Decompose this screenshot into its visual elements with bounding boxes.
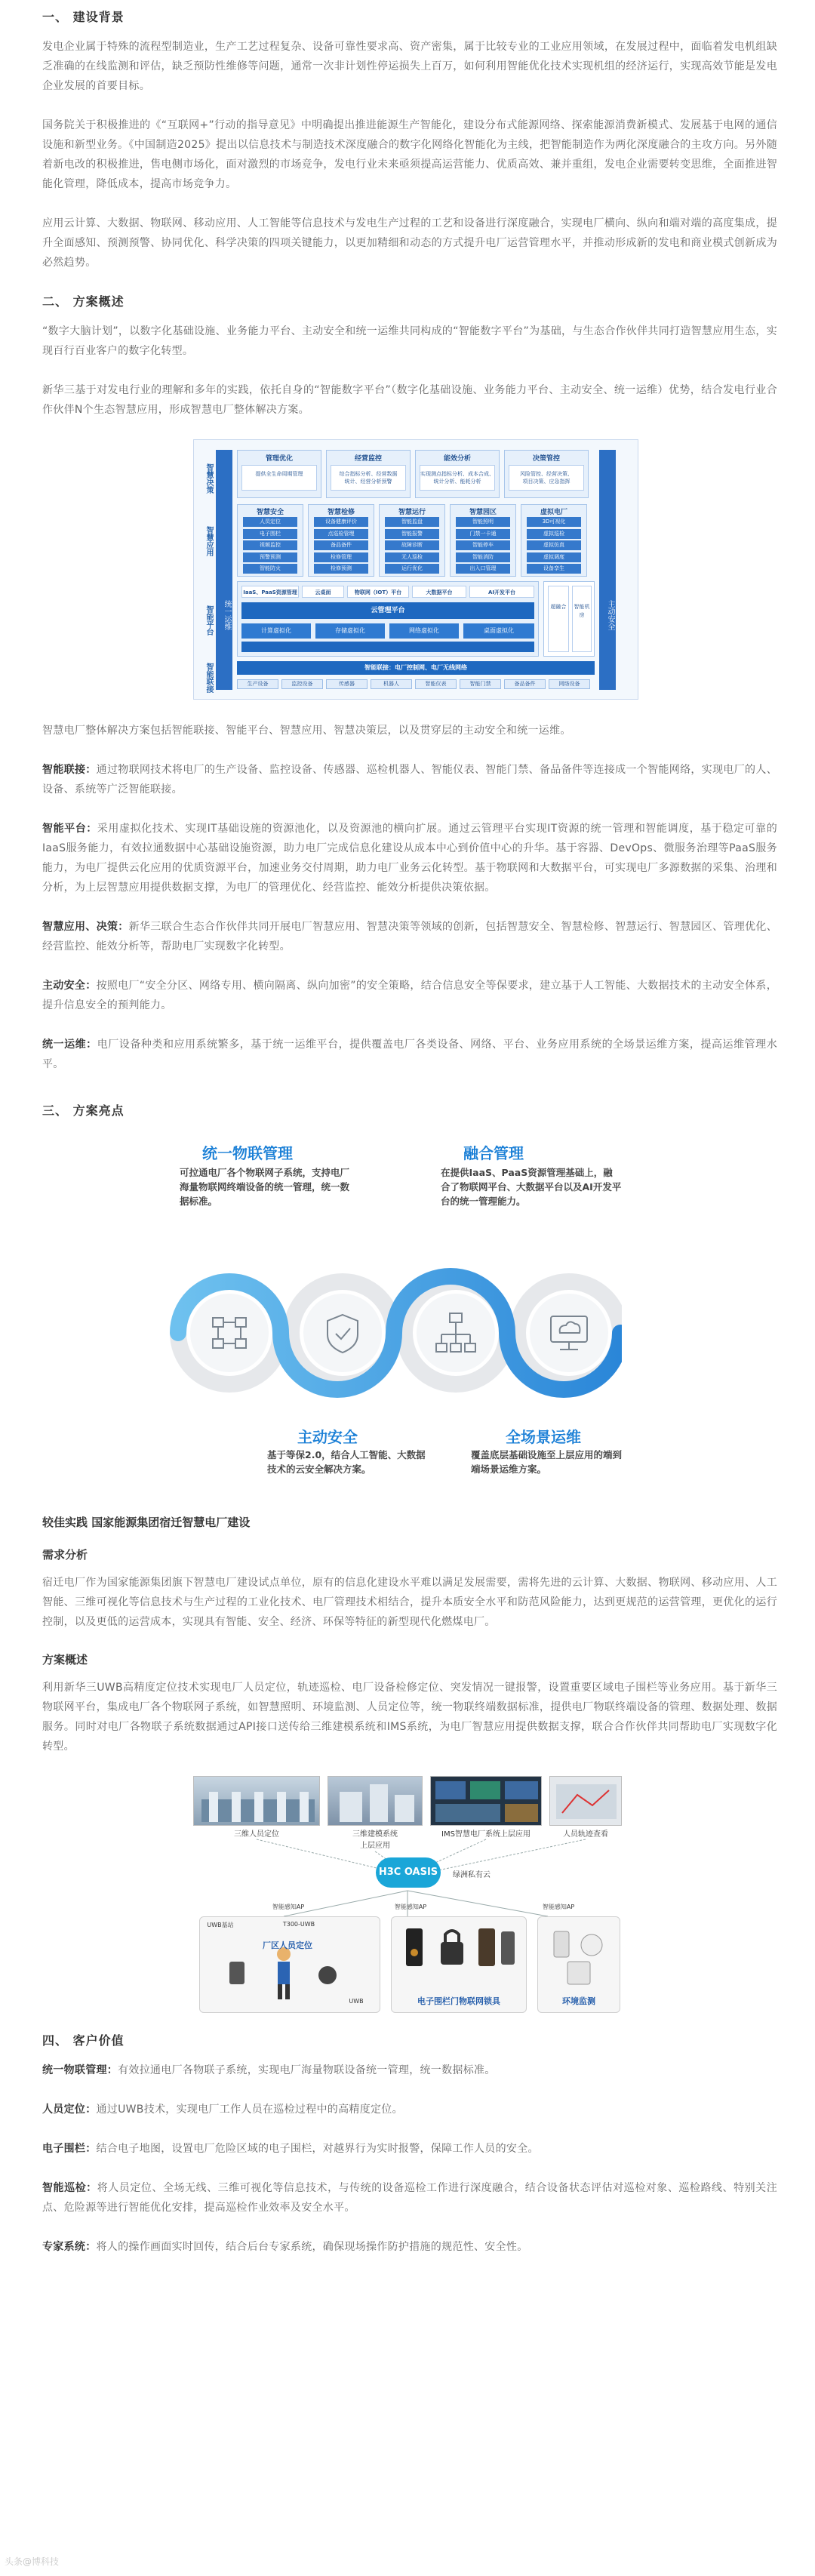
arch-app-item: 虚拟巡检 — [527, 529, 581, 539]
arch-app-item: 设备孪生 — [527, 564, 581, 574]
h3c-oasis-logo: H3C OASIS — [376, 1857, 441, 1888]
arch-link-band: 智能联接：电厂控制网、电厂无线网络 — [237, 661, 595, 675]
overview-item-text: 新华三联合生态合作伙伴共同开展电厂智慧应用、智慧决策等领域的创新，包括智慧安全、智慧检修、智慧运行、智慧园区、管理优化、经营监控、能效分析等，帮助电厂实现数字化转型。 — [42, 921, 777, 953]
arch-decision-desc — [420, 465, 495, 491]
arch-app-item: 智能停车 — [456, 540, 510, 550]
caption: 三维建模系统 上层应用 — [352, 1830, 398, 1850]
value-item-paragraph — [42, 2060, 777, 2080]
uwb-label: UWB — [349, 1998, 364, 2005]
highlight-title: 主动安全 — [297, 1428, 358, 1446]
arch-decision-title: 经营监控 — [354, 455, 382, 463]
overview-item-text: 电厂设备种类和应用系统繁多，基于统一运维平台，提供覆盖电厂各类设备、网络、平台、业务应用系统的全场景运维方案，提高运维管理水平。 — [42, 1039, 778, 1070]
value-item-text: 将人员定位、全场无线、三维可视化等信息技术，与传统的设备巡检工作进行深度融合，结合设备状态评估对巡检对象、巡检路线、特别关注点、危险源等进行智能优化安排，提高巡检作业效率及安全水平。 — [42, 2182, 778, 2214]
ap-label: 智能感知AP — [272, 1904, 305, 1910]
arch-side-item: 超融合 — [548, 586, 569, 652]
ap-label: 智能感知AP — [542, 1904, 575, 1910]
arch-link-chip: 智能仪表 — [415, 679, 457, 689]
cloud-label: 绿洲私有云 — [453, 1871, 491, 1879]
arch-app-title: 智慧园区 — [469, 509, 497, 516]
caption: 三维人员定位 — [234, 1830, 279, 1839]
arch-decision-line: 统计、经营分析预警 — [344, 479, 392, 485]
map-trajectory-icon — [550, 1777, 622, 1826]
case-title: 较佳实践 国家能源集团宿迁智慧电厂建设 — [42, 1516, 251, 1529]
ap-label: 智能感知AP — [394, 1904, 427, 1910]
caption: 人员轨迹查看 — [563, 1830, 608, 1839]
highlight-desc: 基于等保2.0，结合人工智能、大数据技术的云安全解决方案。 — [267, 1449, 426, 1475]
arch-decision-line: 提供全生命周期管理 — [255, 471, 303, 477]
highlight-desc: 覆盖底层基础设施至上层应用的端到端场景运维方案。 — [471, 1449, 623, 1475]
overview-item-term: 智慧应用、决策： — [42, 921, 129, 933]
highlight-title: 统一物联管理 — [202, 1144, 293, 1162]
overview-item-term: 主动安全： — [42, 980, 97, 992]
overview-item-term: 统一运维： — [42, 1039, 97, 1051]
overview-paragraph-2: 新华三基于对发电行业的理解和多年的实践，依托自身的“智能数字平台”（数字化基础设施、业务能力平台、主动安全、统一运维）优势，结合发电行业合作伙伴N个生态智慧应用，形成智慧电厂整体解决方案。 — [42, 384, 777, 416]
overview-paragraph-1: “数字大脑计划”，以数字化基础设施、业务能力平台、主动安全和统一运维共同构成的“智能数字平台”为基础，与生态合作伙伴共同打造智慧应用生态，实现百行百业客户的数字化转型。 — [42, 325, 778, 357]
arch-app-title: 智慧安全 — [256, 509, 284, 516]
arch-virtualization-item: 存储虚拟化 — [315, 623, 385, 639]
highlight-title: 融合管理 — [463, 1144, 524, 1162]
overview-item-text: 采用虚拟化技术、实现IT基础设施的资源池化，以及资源池的横向扩展。通过云管理平台实现IT资源的统一管理和智能调度，基于稳定可靠的IaaS服务能力，有效拉通数据中心基础设施资源，助力电厂完成信息化建设从成本中心到价值中心的升华。基于容器、DevOps、微服务治理等PaaS服务能力，为电厂提供云化应用的优质资源平台，加速业务交付周期，助力电厂业务云化转型。基于物联网和大数据平台，可实现电厂多源数据的采集、治理和分析，为上层智慧应用提供数据支撑，为电厂的管理优化、经营监控、能效分析提供决策依据。 — [42, 823, 777, 894]
need-analysis-paragraph: 宿迁电厂作为国家能源集团旗下智慧电厂建设试点单位，原有的信息化建设水平难以满足发展需要，需将先进的云计算、大数据、物联网、移动应用、人工智能、三维可视化等信息技术与生产过程的工业化技术、电厂管理技术相结合，提升本质安全水平和防范风险能力，达到更规范的运营管理，更优化的运行控制，以及更低的运营成本，实现具有智能、安全、经济、环保等特征的新型现代化燃煤电厂。 — [42, 1577, 777, 1628]
arch-row-label-apps: 智慧应用 — [205, 526, 213, 556]
value-item-paragraph — [42, 2178, 777, 2217]
value-item-term: 专家系统： — [42, 2241, 97, 2253]
arch-app-item: 出入口管理 — [456, 564, 510, 574]
arch-app-item: 智能照明 — [456, 517, 510, 527]
arch-app-item: 智能消防 — [456, 552, 510, 562]
arch-app-item: 电子围栏 — [243, 529, 297, 539]
industrial-hall-icon — [194, 1777, 320, 1826]
arch-app-item: 运行优化 — [385, 564, 439, 574]
arch-decision-line: 风险管控、经营决策、 — [520, 471, 573, 477]
arch-link-chip: 网络设备 — [549, 679, 590, 689]
arch-decision-title: 能效分析 — [443, 455, 471, 463]
arch-app-item: 备品备件 — [314, 540, 368, 550]
overview-item-paragraph — [42, 976, 777, 1015]
arch-app-item: 人员定位 — [243, 517, 297, 527]
arch-side-item: 智能机房 — [572, 586, 592, 652]
arch-link-chip: 生产设备 — [237, 679, 278, 689]
arch-app-item: 设备健康评价 — [314, 517, 368, 527]
arch-app-item: 故障诊断 — [385, 540, 439, 550]
value-item-text: 结合电子地图，设置电厂危险区域的电子围栏，对越界行为实时报警，保障工作人员的安全。 — [96, 2143, 539, 2155]
overview-item-paragraph — [42, 819, 777, 897]
architecture-diagram — [193, 439, 638, 700]
arch-app-item: 检修预测 — [314, 564, 368, 574]
arch-app-item: 视频监控 — [243, 540, 297, 550]
section-title-highlights: 三、 方案亮点 — [42, 1103, 125, 1118]
arch-app-item: 智能报警 — [385, 529, 439, 539]
arch-decision-desc — [241, 465, 317, 491]
arch-app-title: 虚拟电厂 — [540, 509, 567, 516]
spacer — [42, 1094, 777, 1101]
spacer — [42, 1540, 777, 1547]
screenshot-trajectory — [549, 1776, 622, 1826]
arch-platform-item: IaaS、PaaS资源管理 — [241, 586, 299, 598]
dashboard-grid-icon — [431, 1777, 542, 1826]
overview-paragraph-3: 智慧电厂整体解决方案包括智能联接、智能平台、智慧应用、智慧决策层，以及贯穿层的主动安全和统一运维。 — [42, 725, 571, 737]
value-item-text: 有效拉通电厂各物联子系统，实现电厂海量物联设备统一管理，统一数据标准。 — [118, 2064, 496, 2076]
need-analysis-title: 需求分析 — [42, 1548, 88, 1562]
arch-link-chip: 智能门禁 — [460, 679, 501, 689]
background-paragraph-1: 发电企业属于特殊的流程型制造业，生产工艺过程复杂、设备可靠性要求高、资产密集，属于比较专业的工业应用领域，在发展过程中，面临着发电机组缺乏准确的在线监测和评估，缺乏预防性维修等问题，通常一次非计划性停运损失上百万，如何利用智能优化技术实现机组的经济运行，实现高效节能是发电企业发展的首要目标。 — [42, 41, 777, 92]
arch-app-title: 智慧检修 — [327, 509, 355, 516]
arch-row-label-platform: 智能平台 — [205, 605, 213, 636]
arch-app-item: 智能监盘 — [385, 517, 439, 527]
arch-row-label-link: 智能联接 — [205, 663, 213, 693]
panel-title: 厂区人员定位 — [263, 1940, 312, 1950]
arch-app-item: 门禁一卡通 — [456, 529, 510, 539]
arch-virtualization-item: 计算虚拟化 — [241, 623, 311, 639]
overview-item-paragraph — [42, 917, 777, 956]
arch-resource-band — [241, 642, 534, 652]
value-item-paragraph — [42, 2237, 777, 2257]
arch-app-item: 点巡检管理 — [314, 529, 368, 539]
arch-decision-title: 决策管控 — [532, 455, 560, 463]
section-title-value: 四、 客户价值 — [42, 2033, 125, 2048]
arch-link-chip: 监控设备 — [281, 679, 323, 689]
value-item-term: 人员定位： — [42, 2104, 97, 2116]
background-paragraph-2: 国务院关于积极推进的《“互联网+”行动的指导意见》中明确提出推进能源生产智能化，建设分布式能源网络、探索能源消费新模式、发展基于电网的通信设施和新型业务。《中国制造2025》提出以信息技术与制造技术深度融合的数字化网络化智能化为主线，把智能制造作为两化深度融合的主攻方向。另外随着新电改的积极推进，售电侧市场化，面对激烈的市场竞争，发电行业未来亟须提高运营能力、优质高效、兼并重组，发电企业需要转变思维，全面推进智能化管理，降低成本，提高市场竞争力。 — [42, 119, 777, 190]
value-item-paragraph — [42, 2100, 777, 2119]
arch-app-item: 预警预测 — [243, 552, 297, 562]
uwb-label: T300-UWB — [282, 1921, 315, 1928]
caption: IMS智慧电厂系统上层应用 — [441, 1830, 531, 1839]
arch-app-item: 虚拟仿真 — [527, 540, 581, 550]
section-title-background: 一、 建设背景 — [42, 10, 125, 24]
arch-decision-desc — [509, 465, 584, 491]
arch-link-chip: 机器人 — [371, 679, 412, 689]
arch-cloud-management-band: 云管理平台 — [241, 602, 534, 619]
highlight-title: 全场景运维 — [506, 1428, 581, 1446]
screenshot-3d-modeling — [328, 1776, 423, 1826]
arch-virtualization-item: 网络虚拟化 — [389, 623, 459, 639]
scenario-diagram — [193, 1776, 623, 2017]
arch-decision-line: 实现测点指标分析、成本合成、 — [420, 471, 494, 477]
overview-item-text: 按照电厂“安全分区、网络专用、横向隔离、纵向加密”的安全策略，结合信息安全等保要求，建立基于人工智能、大数据技术的主动安全体系，提升信息安全的预判能力。 — [42, 980, 778, 1011]
arch-link-chip: 传感器 — [326, 679, 368, 689]
arch-link-chip: 备品备件 — [504, 679, 546, 689]
value-item-text: 通过UWB技术，实现电厂工作人员在巡检过程中的高精度定位。 — [96, 2104, 403, 2116]
arch-row-label-decision: 智慧决策 — [205, 463, 213, 494]
inner-circle — [303, 1294, 382, 1372]
screenshot-3d-personnel — [193, 1776, 320, 1826]
arch-virtualization-item: 桌面虚拟化 — [463, 623, 534, 639]
arch-app-title: 智慧运行 — [398, 509, 426, 516]
arch-app-item: 无人巡检 — [385, 552, 439, 562]
plant-model-icon — [328, 1777, 423, 1826]
overview-item-term: 智能联接： — [42, 764, 97, 776]
section-title-overview: 二、 方案概述 — [42, 294, 125, 309]
worker-devices-icon — [199, 1916, 380, 2013]
arch-right-bar: 主动安全 — [599, 450, 616, 690]
arch-platform-item: AI开发平台 — [469, 586, 534, 598]
case-plan-title: 方案概述 — [42, 1653, 88, 1667]
watermark: 头条@博科技 — [5, 2556, 60, 2567]
panel-title: 环境监测 — [562, 1996, 595, 2006]
uwb-label: UWB基站 — [207, 1922, 234, 1928]
value-item-term: 智能巡检： — [42, 2182, 97, 2194]
value-item-list — [42, 2060, 777, 2257]
value-item-term: 统一物联管理： — [42, 2064, 118, 2076]
overview-item-text: 通过物联网技术将电厂的生产设备、监控设备、传感器、巡检机器人、智能仪表、智能门禁、备品备件等连接成一个智能网络，实现电厂的人、设备、系统等广泛智能联接。 — [42, 764, 777, 796]
screenshot-ims-system — [430, 1776, 542, 1826]
arch-decision-desc — [331, 465, 406, 491]
value-item-text: 将人的操作画面实时回传，结合后台专家系统，确保现场操作防护措施的规范性、安全性。 — [96, 2241, 528, 2253]
arch-platform-item: 物联网（IOT）平台 — [347, 586, 409, 598]
arch-platform-item: 云桌面 — [302, 586, 344, 598]
highlight-desc: 可拉通电厂各个物联网子系统，支持电厂海量物联网终端设备的统一管理，统一数据标准。 — [180, 1167, 350, 1207]
arch-app-item: 3D可视化 — [527, 517, 581, 527]
highlights-graphic — [169, 1131, 622, 1500]
background-paragraph-3: 应用云计算、大数据、物联网、移动应用、人工智能等信息技术与发电生产过程的工艺和设备进行深度融合，实现电厂横向、纵向和端对端的高度集成，提升全面感知、预测预警、协同优化、科学决策的四项关键能力，以更加精细和动态的方式提升电厂运营管理水平，并推动形成新的发电和商业模式创新成为必然趋势。 — [42, 217, 777, 269]
arch-platform-item: 大数据平台 — [412, 586, 466, 598]
highlight-desc: 在提供IaaS、PaaS资源管理基础上，融合了物联网平台、大数据平台以及AI开发平台的统一管理能力。 — [441, 1167, 622, 1207]
overview-item-paragraph — [42, 760, 777, 799]
arch-app-item: 虚拟调度 — [527, 552, 581, 562]
arch-left-bar: 统一运维 — [216, 450, 232, 690]
overview-item-term: 智能平台： — [42, 823, 97, 835]
arch-decision-line: 项目决策、应急指挥 — [522, 479, 570, 485]
arch-app-item: 智能防火 — [243, 564, 297, 574]
highlights-wave-svg — [169, 1220, 622, 1446]
overview-item-list — [42, 760, 777, 1074]
value-item-term: 电子围栏： — [42, 2143, 97, 2155]
arch-decision-line: 统计分析、能耗分析 — [433, 479, 481, 485]
arch-app-item: 检修管理 — [314, 552, 368, 562]
case-plan-paragraph: 利用新华三UWB高精度定位技术实现电厂人员定位，轨迹巡检、电厂设备检修定位、突发情况一键报警，设置重要区域电子围栏等业务应用。基于新华三物联网平台，集成电厂各个物联网子系统，如智慧照明、环境监测、人员定位等，统一物联终端数据标准，提供电厂物联终端设备的管理、数据处理、数据服务。同时对电厂各物联子系统数据通过API接口送传给三维建模系统和IMS系统，为电厂智慧应用提供数据支撑，联合合作伙伴共同帮助电厂实现数字化转型。 — [42, 1682, 777, 1753]
inner-circle — [190, 1294, 269, 1372]
panel-title: 电子围栏门物联网锁具 — [417, 1996, 500, 2006]
arch-decision-title: 管理优化 — [265, 455, 293, 463]
value-item-paragraph — [42, 2139, 777, 2159]
overview-item-paragraph — [42, 1035, 777, 1074]
arch-decision-line: 综合指标分析、经营数据 — [339, 471, 398, 477]
